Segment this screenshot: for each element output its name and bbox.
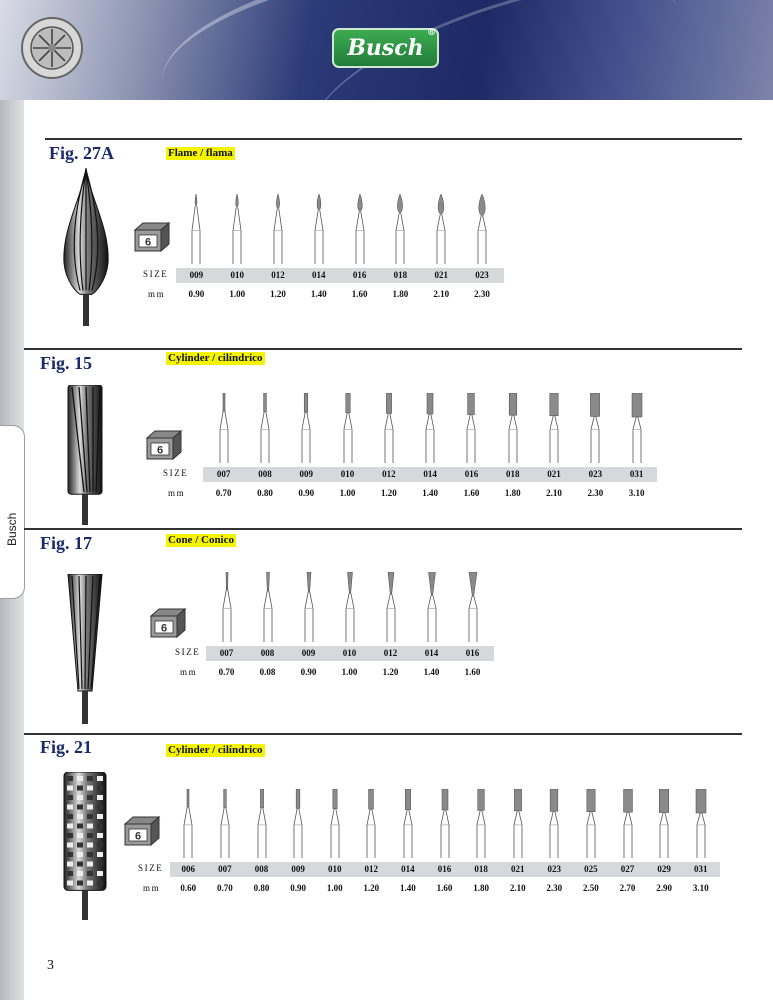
pack-quantity: 6 <box>156 444 164 457</box>
size-code: 007 <box>216 469 231 479</box>
instrument-size-021 <box>510 789 526 858</box>
size-code: 031 <box>693 864 708 874</box>
instrument-size-025 <box>583 789 599 858</box>
size-mm: 1.20 <box>382 667 399 677</box>
size-code: 010 <box>230 270 244 280</box>
instrument-size-009 <box>301 572 317 642</box>
instrument-size-010 <box>342 572 358 642</box>
size-code: 012 <box>382 469 396 479</box>
size-mm: 0.90 <box>290 883 306 893</box>
size-code: 021 <box>547 469 561 479</box>
size-mm: 1.20 <box>363 883 380 893</box>
size-code: 018 <box>474 864 488 874</box>
bur-photo-flame <box>60 168 112 326</box>
size-code: 009 <box>301 648 316 658</box>
shape-label: Cone / Conico <box>168 534 234 546</box>
instrument-size-010 <box>340 393 356 463</box>
side-tab[interactable] <box>0 425 25 599</box>
size-code: 018 <box>393 270 408 280</box>
section-divider <box>24 348 742 350</box>
instrument-size-018 <box>392 194 408 264</box>
pack-box-icon <box>145 428 183 460</box>
size-mm: 1.60 <box>464 667 481 677</box>
size-code: 010 <box>327 864 342 874</box>
size-mm: 2.30 <box>546 883 563 893</box>
instrument-size-023 <box>546 789 562 858</box>
size-mm: 2.30 <box>587 488 604 498</box>
figure-title: Fig. 15 <box>40 353 92 373</box>
size-code: 023 <box>547 864 562 874</box>
pack-box-icon <box>123 814 161 846</box>
size-code: 021 <box>510 864 525 874</box>
instrument-size-008 <box>260 572 276 642</box>
size-mm: 1.00 <box>326 883 343 893</box>
size-mm: 1.40 <box>422 488 439 498</box>
size-mm: 1.20 <box>270 289 286 299</box>
size-mm: 1.40 <box>400 883 416 893</box>
size-mm: 0.80 <box>257 488 273 498</box>
side-tab-label: Busch <box>5 512 19 546</box>
instrument-size-009 <box>298 393 314 463</box>
size-code: 031 <box>629 469 644 479</box>
figure-title: Fig. 21 <box>40 737 92 757</box>
instrument-size-006 <box>180 789 196 858</box>
size-code: 008 <box>258 469 272 479</box>
size-code: 016 <box>437 864 452 874</box>
size-mm: 0.70 <box>218 667 235 677</box>
size-code: 007 <box>219 648 234 658</box>
size-mm: 1.00 <box>339 488 356 498</box>
instrument-size-010 <box>229 194 245 264</box>
size-mm: 2.90 <box>656 883 672 893</box>
size-mm: 2.10 <box>509 883 526 893</box>
size-code: 029 <box>657 864 671 874</box>
size-mm: 2.50 <box>583 883 599 893</box>
size-code: 009 <box>189 270 204 280</box>
section-divider <box>24 528 742 530</box>
size-code: 018 <box>506 469 520 479</box>
instrument-size-031 <box>693 789 709 858</box>
size-code: 023 <box>588 469 603 479</box>
size-mm: 0.08 <box>259 667 276 677</box>
instrument-size-007 <box>217 789 233 858</box>
instrument-size-014 <box>422 393 438 463</box>
pack-quantity: 6 <box>160 622 168 635</box>
instrument-size-023 <box>474 194 490 264</box>
size-mm: 1.20 <box>380 488 397 498</box>
size-code: 012 <box>364 864 379 874</box>
size-mm: 0.90 <box>298 488 315 498</box>
instrument-size-007 <box>219 572 235 642</box>
instrument-size-016 <box>437 789 453 858</box>
pack-quantity: 6 <box>144 236 152 249</box>
pack-quantity: 6 <box>134 830 142 843</box>
instrument-size-009 <box>290 789 306 858</box>
mm-label: mm <box>168 488 186 498</box>
instrument-size-007 <box>216 393 232 463</box>
size-mm: 0.90 <box>188 289 205 299</box>
size-code: 008 <box>260 648 275 658</box>
size-mm: 2.30 <box>474 289 490 299</box>
instrument-size-012 <box>270 194 286 264</box>
page-number: 3 <box>47 958 54 973</box>
size-code: 014 <box>424 648 439 658</box>
registered-mark: ® <box>427 28 436 38</box>
size-code: 016 <box>352 270 367 280</box>
size-code: 009 <box>299 469 313 479</box>
size-mm: 0.90 <box>300 667 317 677</box>
size-mm: 1.40 <box>310 289 327 299</box>
size-code: 012 <box>271 270 285 280</box>
shape-label: Cylinder / cilíndrico <box>168 352 263 364</box>
size-mm: 0.60 <box>180 883 197 893</box>
instrument-size-014 <box>424 572 440 642</box>
pack-box-icon <box>149 606 187 638</box>
size-label: SIZE <box>175 647 201 657</box>
size-code: 014 <box>312 270 326 280</box>
brand-logo <box>332 28 439 68</box>
size-code: 007 <box>218 864 232 874</box>
size-label: SIZE <box>138 863 164 873</box>
size-mm: 1.80 <box>504 488 521 498</box>
figure-title: Fig. 27A <box>49 143 114 163</box>
size-mm: 1.00 <box>229 289 246 299</box>
size-code: 025 <box>584 864 598 874</box>
size-code: 006 <box>181 864 196 874</box>
size-mm: 0.80 <box>253 883 270 893</box>
instrument-size-021 <box>433 194 449 264</box>
size-code: 008 <box>254 864 269 874</box>
size-code: 016 <box>465 648 480 658</box>
instrument-size-031 <box>629 393 645 463</box>
size-code: 027 <box>620 864 635 874</box>
section-divider <box>24 733 742 735</box>
size-mm: 1.80 <box>392 289 409 299</box>
instrument-size-014 <box>400 789 416 858</box>
size-code: 014 <box>423 469 437 479</box>
section-divider <box>45 138 742 140</box>
pack-box-icon <box>133 220 171 252</box>
size-code: 021 <box>434 270 448 280</box>
instrument-size-012 <box>383 572 399 642</box>
seal-emblem-icon <box>20 16 84 80</box>
figure-title: Fig. 17 <box>40 533 92 553</box>
instrument-size-008 <box>254 789 270 858</box>
shape-label: Cylinder / cilíndrico <box>168 744 263 756</box>
size-label: SIZE <box>143 269 169 279</box>
size-code: 023 <box>475 270 489 280</box>
instrument-size-012 <box>381 393 397 463</box>
size-mm: 1.60 <box>351 289 368 299</box>
instrument-size-016 <box>463 393 479 463</box>
mm-label: mm <box>143 883 161 893</box>
size-code: 010 <box>340 469 355 479</box>
size-mm: 0.70 <box>217 883 233 893</box>
instrument-size-009 <box>188 194 204 264</box>
bur-photo-cross <box>60 772 110 920</box>
bur-photo-cone <box>64 574 106 724</box>
size-mm: 2.10 <box>433 289 450 299</box>
header-banner <box>0 0 773 100</box>
size-label: SIZE <box>163 468 189 478</box>
instrument-size-023 <box>587 393 603 463</box>
instrument-size-014 <box>311 194 327 264</box>
mm-label: mm <box>148 289 166 299</box>
size-mm: 1.00 <box>341 667 358 677</box>
size-mm: 1.60 <box>436 883 453 893</box>
size-mm: 3.10 <box>692 883 709 893</box>
instrument-size-018 <box>473 789 489 858</box>
size-mm: 2.10 <box>546 488 562 498</box>
instrument-size-016 <box>352 194 368 264</box>
instrument-size-021 <box>546 393 562 463</box>
instrument-size-016 <box>465 572 481 642</box>
instrument-size-008 <box>257 393 273 463</box>
logo-text: Busch <box>347 35 424 61</box>
size-mm: 0.70 <box>215 488 232 498</box>
size-code: 010 <box>342 648 357 658</box>
size-mm: 1.40 <box>423 667 440 677</box>
size-mm: 1.60 <box>463 488 480 498</box>
size-code: 016 <box>464 469 479 479</box>
bur-photo-cyl <box>64 385 106 525</box>
instrument-size-010 <box>327 789 343 858</box>
size-code: 014 <box>401 864 415 874</box>
shape-label: Flame / flama <box>168 147 233 159</box>
size-mm: 1.80 <box>473 883 489 893</box>
size-code: 009 <box>291 864 305 874</box>
instrument-size-027 <box>620 789 636 858</box>
size-code: 012 <box>383 648 398 658</box>
instrument-size-012 <box>363 789 379 858</box>
size-mm: 2.70 <box>619 883 636 893</box>
mm-label: mm <box>180 667 198 677</box>
instrument-size-029 <box>656 789 672 858</box>
size-mm: 3.10 <box>628 488 645 498</box>
instrument-size-018 <box>505 393 521 463</box>
